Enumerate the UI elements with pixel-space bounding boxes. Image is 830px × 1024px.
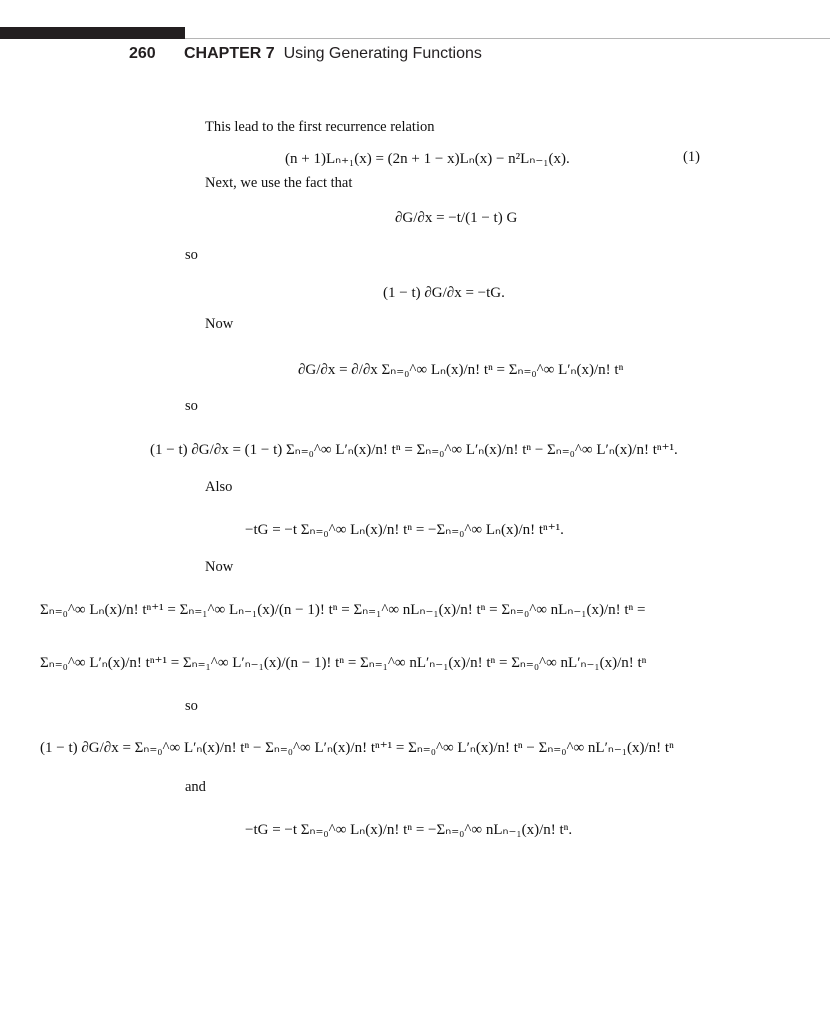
body-text-1: This lead to the first recurrence relation xyxy=(205,119,435,135)
equation-series-derivative: ∂G/∂x = ∂/∂x Σₙ₌₀^∞ Lₙ(x)/n! tⁿ = Σₙ₌₀^∞ L′ₙ(x)/n! tⁿ xyxy=(298,362,624,378)
header-rule xyxy=(185,38,830,39)
equation-expanded: (1 − t) ∂G/∂x = (1 − t) Σₙ₌₀^∞ L′ₙ(x)/n! tⁿ = Σₙ₌₀^∞ L′ₙ(x)/n! tⁿ − Σₙ₌₀^∞ L′ₙ(x)/n! tⁿ⁺¹. xyxy=(150,442,678,458)
equation-tG-final: −tG = −t Σₙ₌₀^∞ Lₙ(x)/n! tⁿ = −Σₙ₌₀^∞ nLₙ₋₁(x)/n! tⁿ. xyxy=(245,822,573,838)
body-text-now-2: Now xyxy=(205,559,234,575)
chapter-title: Using Generating Functions xyxy=(283,45,482,62)
body-text-so-2: so xyxy=(185,398,198,414)
equation-1-t-dG: (1 − t) ∂G/∂x = −tG. xyxy=(383,285,505,301)
header-bar xyxy=(0,27,185,39)
equation-index-shift-b: Σₙ₌₀^∞ L′ₙ(x)/n! tⁿ⁺¹ = Σₙ₌₁^∞ L′ₙ₋₁(x)/(n − 1)! tⁿ = Σₙ₌₁^∞ nL′ₙ₋₁(x)/n! tⁿ = Σₙ₌₀^∞ nL′ₙ₋₁(x)/n! tⁿ xyxy=(40,655,647,671)
body-text-so-1: so xyxy=(185,247,198,263)
body-text-also: Also xyxy=(205,479,233,495)
equation-tG: −tG = −t Σₙ₌₀^∞ Lₙ(x)/n! tⁿ = −Σₙ₌₀^∞ Lₙ(x)/n! tⁿ⁺¹. xyxy=(245,522,564,538)
equation-index-shift-a: Σₙ₌₀^∞ Lₙ(x)/n! tⁿ⁺¹ = Σₙ₌₁^∞ Lₙ₋₁(x)/(n − 1)! tⁿ = Σₙ₌₁^∞ nLₙ₋₁(x)/n! tⁿ = Σₙ₌₀^∞ nLₙ₋₁(x)/n! tⁿ = xyxy=(40,602,646,618)
chapter-label: CHAPTER 7 xyxy=(184,45,275,62)
body-text-and: and xyxy=(185,779,206,795)
equation-number: (1) xyxy=(683,149,700,165)
body-text-so-3: so xyxy=(185,698,198,714)
equation-combined: (1 − t) ∂G/∂x = Σₙ₌₀^∞ L′ₙ(x)/n! tⁿ − Σₙ₌₀^∞ L′ₙ(x)/n! tⁿ⁺¹ = Σₙ₌₀^∞ L′ₙ(x)/n! tⁿ − Σₙ₌₀^∞ nL′ₙ₋₁(x)/n! tⁿ xyxy=(40,740,674,756)
equation-recurrence: (n + 1)Lₙ₊₁(x) = (2n + 1 − x)Lₙ(x) − n²Lₙ₋₁(x). xyxy=(285,151,570,167)
equation-dG-dx: ∂G/∂x = −t/(1 − t) G xyxy=(395,210,518,226)
page-number: 260 xyxy=(129,45,156,62)
running-head xyxy=(184,45,482,63)
body-text-now-1: Now xyxy=(205,316,234,332)
body-text-2: Next, we use the fact that xyxy=(205,175,353,191)
